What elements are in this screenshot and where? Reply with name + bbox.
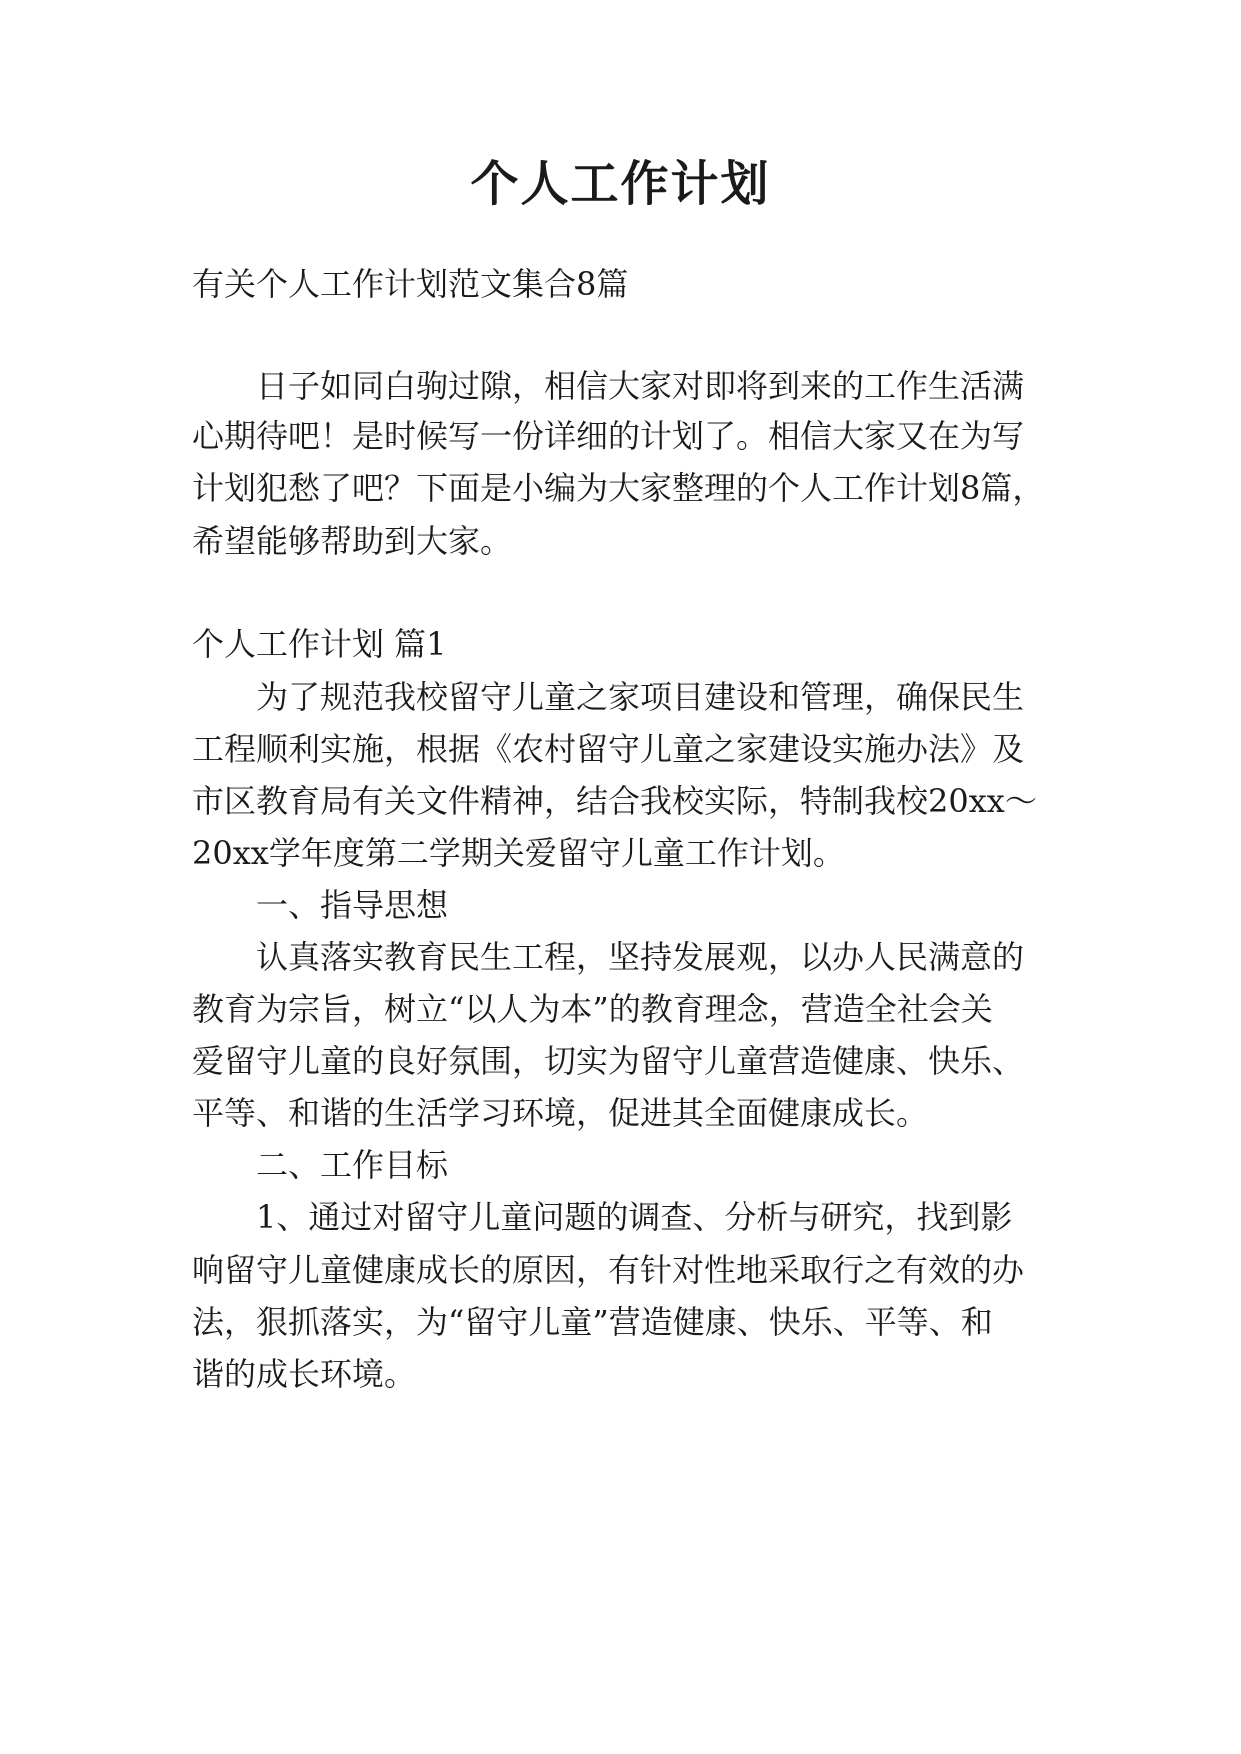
para3-line-2: 响留守儿童健康成长的原因，有针对性地采取行之有效的办 <box>192 1251 1025 1289</box>
para2-line-2: 教育为宗旨，树立“以人为本”的教育理念，营造全社会关 <box>192 990 993 1028</box>
document-title: 个人工作计划 <box>470 156 771 212</box>
para2-line-4: 平等、和谐的生活学习环境，促进其全面健康成长。 <box>192 1094 929 1132</box>
heading-guiding-ideology: 一、指导思想 <box>256 886 449 924</box>
para2-line-1: 认真落实教育民生工程，坚持发展观，以办人民满意的 <box>256 938 1025 976</box>
para3-line-3: 法，狠抓落实，为“留守儿童”营造健康、快乐、平等、和 <box>192 1303 993 1341</box>
section-heading: 个人工作计划 篇1 <box>192 625 447 663</box>
para3-line-1: 1、通过对留守儿童问题的调查、分析与研究，找到影 <box>256 1198 1013 1236</box>
para1-line-1: 为了规范我校留守儿童之家项目建设和管理，确保民生 <box>256 678 1025 716</box>
document-subtitle: 有关个人工作计划范文集合8篇 <box>192 265 629 303</box>
para1-line-3: 市区教育局有关文件精神，结合我校实际，特制我校20xx～ <box>192 782 1037 820</box>
heading-work-goals: 二、工作目标 <box>256 1146 449 1184</box>
intro-line-2: 心期待吧！是时候写一份详细的计划了。相信大家又在为写 <box>192 417 1025 455</box>
intro-line-1: 日子如同白驹过隙，相信大家对即将到来的工作生活满 <box>256 367 1025 405</box>
para2-line-3: 爱留守儿童的良好氛围，切实为留守儿童营造健康、快乐、 <box>192 1042 1025 1080</box>
para3-line-4: 谐的成长环境。 <box>192 1355 417 1393</box>
para1-line-4: 20xx学年度第二学期关爱留守儿童工作计划。 <box>192 834 845 872</box>
intro-line-4: 希望能够帮助到大家。 <box>192 522 513 560</box>
intro-line-3: 计划犯愁了吧？下面是小编为大家整理的个人工作计划8篇， <box>192 469 1045 507</box>
para1-line-2: 工程顺利实施，根据《农村留守儿童之家建设实施办法》及 <box>192 730 1025 768</box>
